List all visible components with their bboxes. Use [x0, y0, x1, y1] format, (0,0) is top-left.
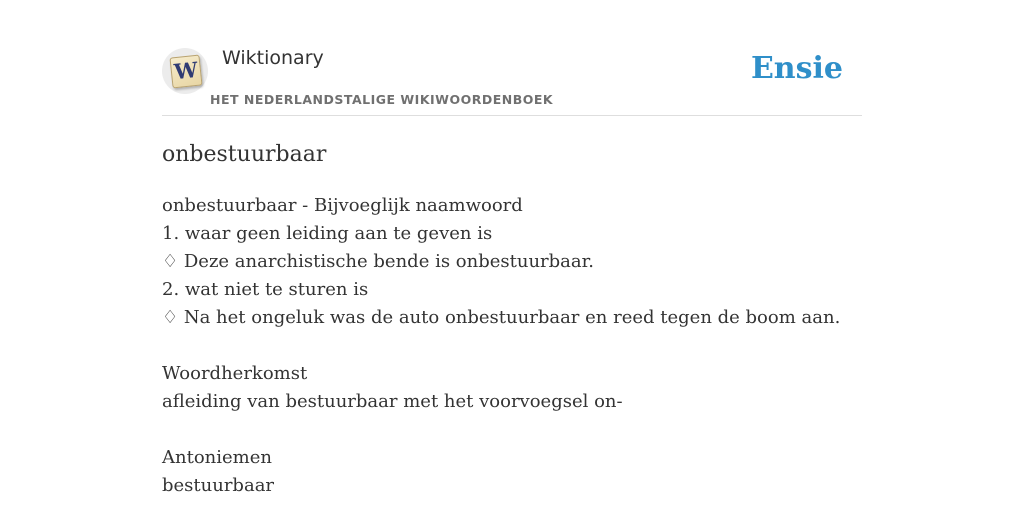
part-of-speech-line: onbestuurbaar - Bijvoeglijk naamwoord: [162, 195, 523, 216]
antonyms-heading: Antoniemen: [162, 447, 272, 468]
ensie-brand-link[interactable]: Ensie: [750, 51, 843, 86]
spacer: [162, 416, 862, 444]
antonyms-text: bestuurbaar: [162, 475, 275, 496]
logo-tile: [169, 55, 202, 89]
definition-2: 2. wat niet te sturen is: [162, 279, 369, 300]
site-tagline: HET NEDERLANDSTALIGE WIKIWOORDENBOEK: [210, 92, 554, 107]
spacer: [162, 332, 862, 360]
etymology-text: afleiding van bestuurbaar met het voorvoegsel on-: [162, 391, 623, 412]
header-divider: [162, 115, 862, 116]
logo-letter: W: [172, 56, 199, 85]
page-title: onbestuurbaar: [162, 142, 327, 167]
definition-1: 1. waar geen leiding aan te geven is: [162, 223, 493, 244]
entry-body: [162, 192, 862, 500]
etymology-heading: Woordherkomst: [162, 363, 308, 384]
wiktionary-logo-icon[interactable]: [162, 48, 208, 94]
site-name[interactable]: Wiktionary: [222, 47, 324, 69]
example-2: ♢ Na het ongeluk was de auto onbestuurbaar en reed tegen de boom aan.: [162, 307, 841, 328]
example-1: ♢ Deze anarchistische bende is onbestuurbaar.: [162, 251, 594, 272]
